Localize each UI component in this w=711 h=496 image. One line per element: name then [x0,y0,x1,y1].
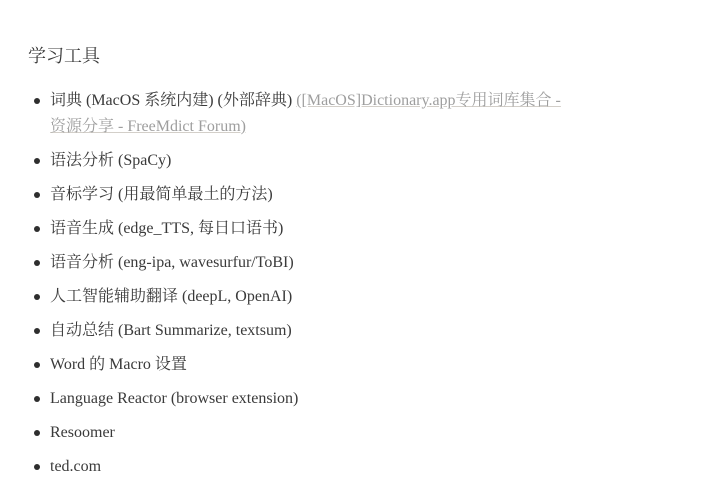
list-item [28,182,697,208]
list-item [28,284,697,310]
list-item [28,148,697,174]
list-item-text: 词典 (MacOS 系统内建) (外部辞典) [50,92,297,109]
list-item-text: 语音生成 (edge_TTS, 每日口语书) [50,220,284,237]
list-item-text: Resoomer [50,424,115,441]
list-item [28,88,697,140]
list-item [28,386,697,412]
page-title: 学习工具 [28,46,100,66]
list-item-text: 自动总结 (Bart Summarize, textsum) [50,322,292,339]
list-item-text: ted.com [50,458,102,475]
list-item-text: Word 的 Macro 设置 [50,356,187,373]
list-item [28,318,697,344]
list-item-text: Language Reactor (browser extension) [50,390,299,407]
list-item-text: 语音分析 (eng-ipa, wavesurfur/ToBI) [50,254,294,271]
tool-list [28,88,697,480]
link-line-1: ([MacOS]Dictionary.app专用词库集合 - [296,92,561,109]
link-line-2: 资源分享 - FreeMdict Forum) [50,118,246,135]
list-item [28,216,697,242]
list-item-text: 音标学习 (用最简单最土的方法) [50,186,273,203]
list-item-text: 人工智能辅助翻译 (deepL, OpenAI) [50,288,293,305]
list-item-text: 语法分析 (SpaCy) [50,152,172,169]
list-item [28,454,697,480]
list-item [28,420,697,446]
list-item [28,250,697,276]
list-item [28,352,697,378]
